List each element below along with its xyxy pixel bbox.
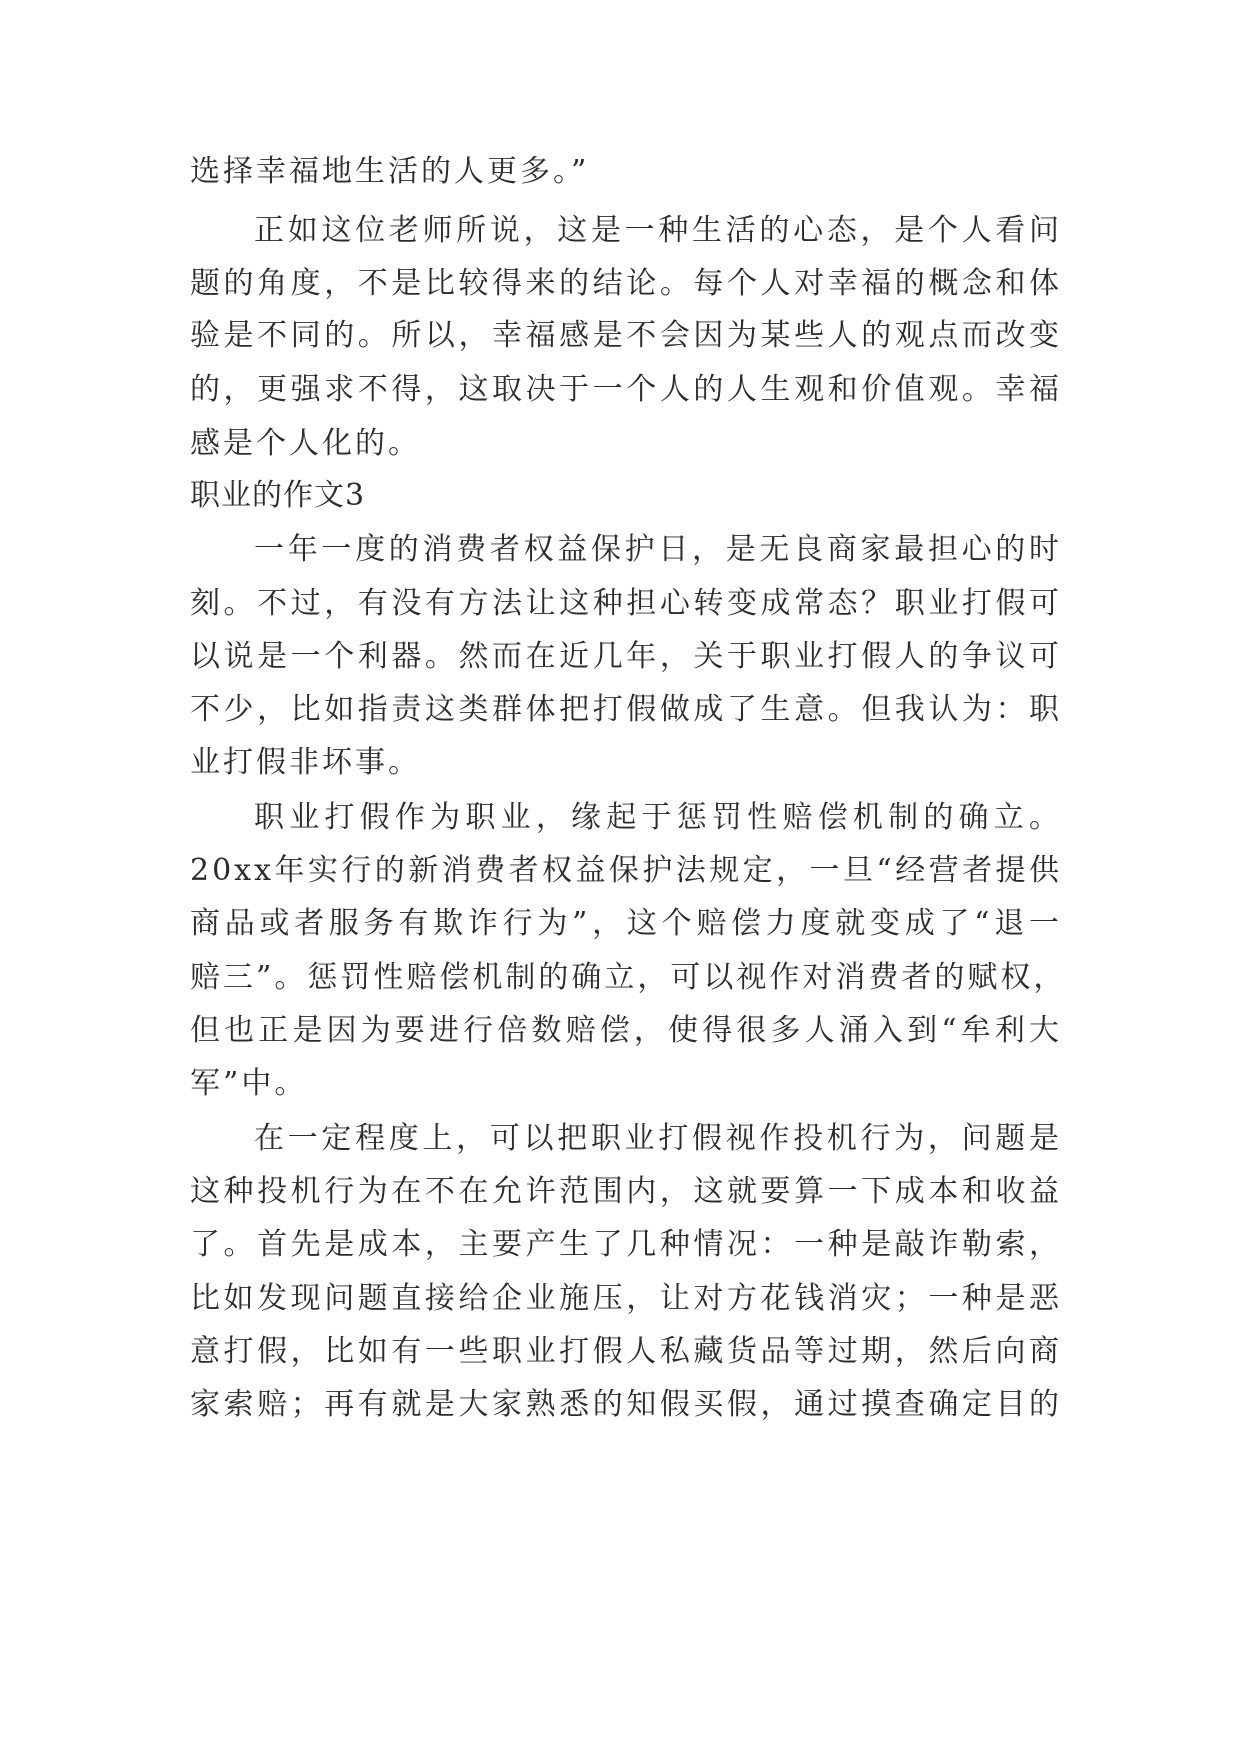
text-line: 不少，比如指责这类群体把打假做成了生意。但我认为：职 <box>190 692 1062 727</box>
text-line: 军”中。 <box>190 1066 308 1101</box>
text-line: 验是不同的。所以，幸福感是不会因为某些人的观点而改变 <box>190 318 1062 353</box>
text-line: 但也正是因为要进行倍数赔偿，使得很多人涌入到“牟利大 <box>190 1013 1062 1048</box>
text-line: 业打假非坏事。 <box>190 745 421 780</box>
paragraph-start-line: 在一定程度上，可以把职业打假视作投机行为，问题是 <box>254 1121 1062 1156</box>
text-line: 20xx年实行的新消费者权益保护法规定，一旦“经营者提供 <box>190 853 1062 888</box>
text-line: 刻。不过，有没有方法让这种担心转变成常态？职业打假可 <box>190 586 1062 621</box>
text-line: 赔三”。惩罚性赔偿机制的确立，可以视作对消费者的赋权， <box>190 960 1067 995</box>
text-line: 比如发现问题直接给企业施压，让对方花钱消灾；一种是恶 <box>190 1281 1062 1316</box>
text-line: 感是个人化的。 <box>190 426 421 461</box>
text-line: 意打假，比如有一些职业打假人私藏货品等过期，然后向商 <box>190 1334 1062 1369</box>
text-line: 商品或者服务有欺诈行为”，这个赔偿力度就变成了“退一 <box>190 906 1062 941</box>
text-line: 选择幸福地生活的人更多。” <box>190 154 590 189</box>
text-line: 这种投机行为在不在允许范围内，这就要算一下成本和收益 <box>190 1174 1062 1209</box>
paragraph-start-line: 正如这位老师所说，这是一种生活的心态，是个人看问 <box>254 213 1062 248</box>
section-heading: 职业的作文3 <box>190 478 366 513</box>
paragraph-start-line: 职业打假作为职业，缘起于惩罚性赔偿机制的确立。 <box>254 800 1062 835</box>
text-line: 的，更强求不得，这取决于一个人的人生观和价值观。幸福 <box>190 372 1062 407</box>
paragraph-start-line: 一年一度的消费者权益保护日，是无良商家最担心的时 <box>254 532 1062 567</box>
text-line: 家索赔；再有就是大家熟悉的知假买假，通过摸查确定目的 <box>190 1387 1062 1422</box>
text-line: 题的角度，不是比较得来的结论。每个人对幸福的概念和体 <box>190 266 1062 301</box>
text-line: 了。首先是成本，主要产生了几种情况：一种是敲诈勒索， <box>190 1227 1062 1262</box>
text-line: 以说是一个利器。然而在近几年，关于职业打假人的争议可 <box>190 639 1062 674</box>
